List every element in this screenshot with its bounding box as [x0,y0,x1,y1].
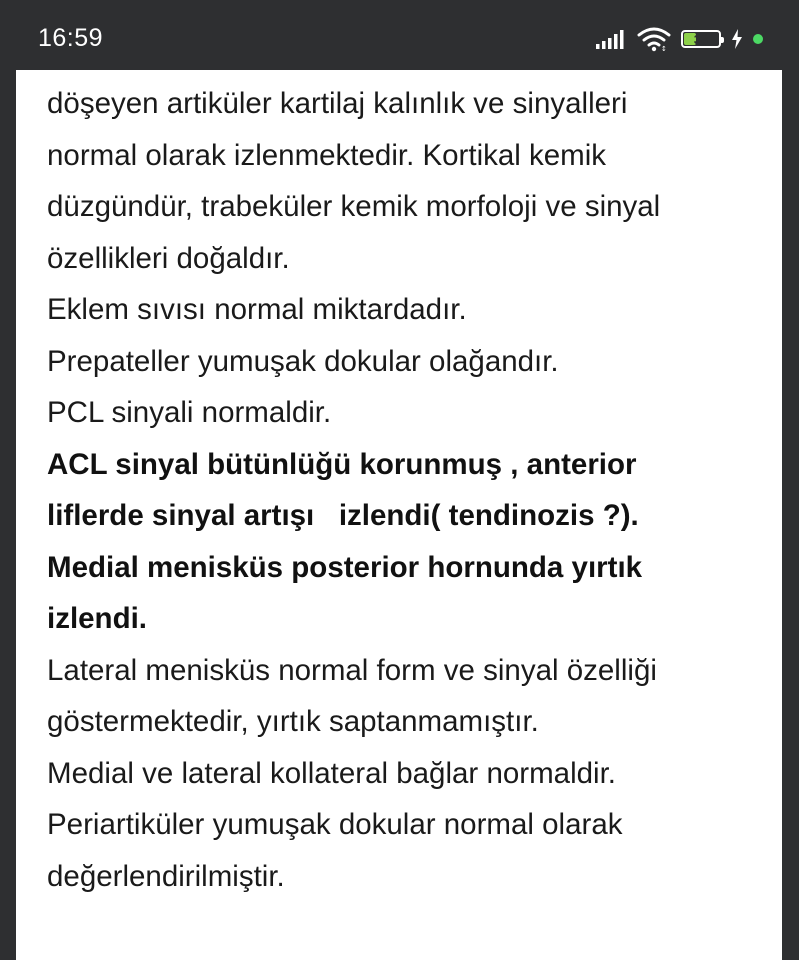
text-line: değerlendirilmiştir. [47,859,285,893]
battery-icon [681,30,721,48]
text-line: Medial ve lateral kollateral bağlar normaldir. [47,756,616,790]
document-page [16,70,782,960]
text-line: döşeyen artiküler kartilaj kalınlık ve sinyalleri [47,87,628,120]
battery-level: 38 [693,31,709,47]
text-line: Periartiküler yumuşak dokular normal olarak [47,808,623,841]
text-line: göstermektedir, yırtık saptanmamıştır. [47,705,539,738]
text-line: Prepateller yumuşak dokular olağandır. [47,344,559,378]
status-dot-icon [753,34,763,44]
text-line: düzgündür, trabeküler kemik morfoloji ve sinyal [47,190,661,223]
wifi-icon [637,26,671,52]
signal-icon [595,28,627,50]
bold-text-line: liflerde sinyal artışı izlendi( tendinozis ?). [47,499,639,532]
document-text [47,78,767,902]
status-time: 16:59 [38,24,104,52]
text-line: normal olarak izlenmektedir. Kortikal kemik [47,138,607,172]
bold-text-line: izlendi. [47,602,147,635]
text-line: PCL sinyali normaldir. [47,396,332,429]
text-line: özellikleri doğaldır. [47,241,290,275]
status-icons [595,24,763,54]
bold-text-line: Medial menisküs posterior hornunda yırtık [47,550,643,584]
status-bar [0,0,799,70]
text-line: Eklem sıvısı normal miktardadır. [47,293,467,326]
bold-text-line: ACL sinyal bütünlüğü korunmuş , anterior [47,447,637,481]
charging-bolt-icon [731,29,743,49]
text-line: Lateral menisküs normal form ve sinyal özelliği [47,653,657,687]
svg-text:↕: ↕ [661,45,667,52]
